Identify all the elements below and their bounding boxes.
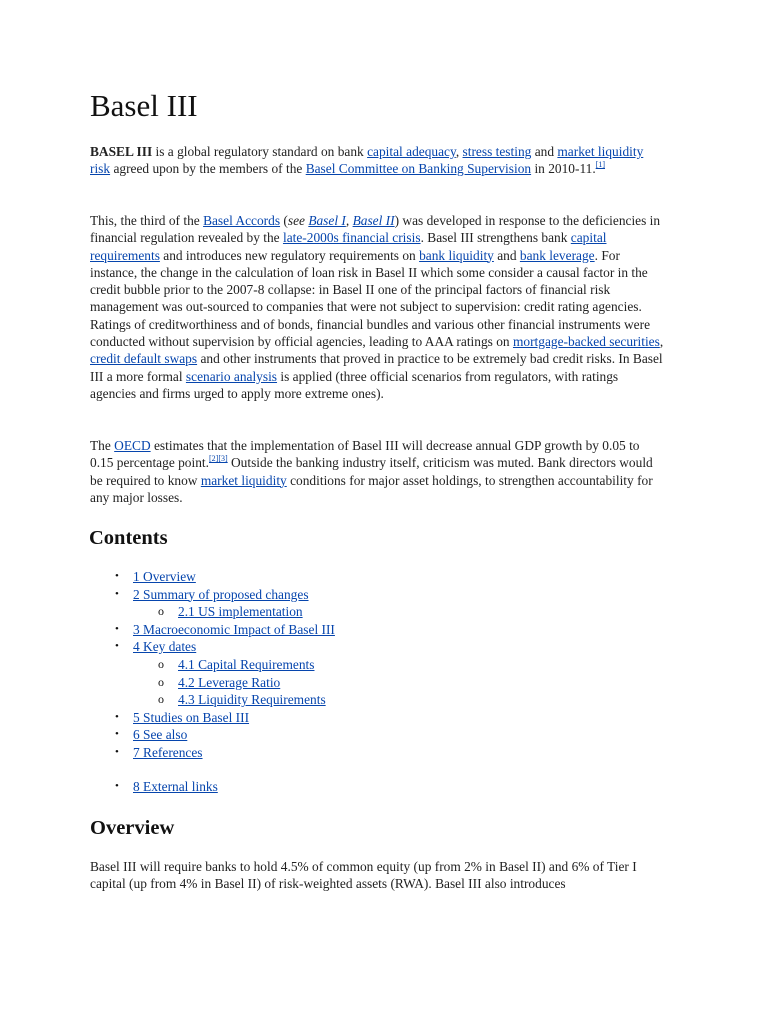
toc-link-see-also[interactable]: 6 See also <box>133 727 188 743</box>
toc-link-external-links[interactable]: 8 External links <box>133 778 218 794</box>
circle-bullet-icon: o <box>158 604 164 619</box>
link-basel-committee[interactable]: Basel Committee on Banking Supervision <box>305 161 532 177</box>
toc-link-liquidity-requirements[interactable]: 4.3 Liquidity Requirements <box>178 692 326 708</box>
link-credit-default-swaps[interactable]: credit default swaps <box>90 351 198 367</box>
history-paragraph <box>90 212 664 402</box>
para-text: is applied (three official scenarios from regulators, with ratings agencies and firms urged to apply more extreme ones). <box>90 368 619 401</box>
bullet-icon: • <box>115 570 119 582</box>
bullet-icon: • <box>115 745 119 758</box>
toc-link-overview[interactable]: 1 Overview <box>133 569 196 584</box>
overview-paragraph: Basel III will require banks to hold 4.5% of common equity (up from 2% in Basel II) and 6% of Tier I capital (up from 4% in Basel II) of risk-weighted assets (RWA). Basel III also introduces <box>90 859 637 892</box>
para-text: and <box>493 247 520 263</box>
bullet-icon: • <box>115 640 119 653</box>
circle-bullet-icon: o <box>158 656 164 671</box>
link-capital-adequacy[interactable]: capital adequacy <box>367 144 456 159</box>
para-text: conditions for major asset holdings, to strengthen accountability for any major losses. <box>90 472 653 505</box>
intro-text: is a global regulatory standard on bank <box>152 144 368 159</box>
link-basel-ii[interactable]: Basel II <box>352 213 395 228</box>
toc-link-studies[interactable]: 5 Studies on Basel III <box>133 709 250 725</box>
para-text: estimates that the implementation of Basel III will decrease annual GDP growth by 0.05 to 0.15 percentage point. <box>90 438 640 471</box>
toc-link-leverage-ratio[interactable]: 4.2 Leverage Ratio <box>178 674 281 690</box>
link-market-liquidity[interactable]: market liquidity <box>557 144 644 159</box>
bullet-icon: • <box>115 622 119 635</box>
link-basel-accords[interactable]: Basel Accords <box>203 213 281 228</box>
para-text: and introduces new regulatory requirements on <box>159 247 420 263</box>
link-stress-testing[interactable]: stress testing <box>462 144 532 159</box>
contents-heading: Contents <box>89 527 168 549</box>
para-text: , <box>345 213 353 228</box>
intro-text: and <box>531 144 558 159</box>
see-text: see <box>287 213 309 228</box>
bullet-icon: • <box>115 779 119 792</box>
reference-2-3[interactable]: [2][3] <box>209 454 228 464</box>
bullet-icon: • <box>115 587 119 600</box>
intro-text: in 2010-11. <box>531 161 596 177</box>
para-text: ( <box>280 213 288 228</box>
circle-bullet-icon: o <box>158 674 164 689</box>
intro-paragraph <box>90 143 664 178</box>
overview-heading: Overview <box>90 817 175 839</box>
oecd-paragraph <box>90 437 664 506</box>
toc-link-key-dates[interactable]: 4 Key dates <box>133 639 197 655</box>
link-oecd[interactable]: OECD <box>114 438 151 453</box>
para-text: The <box>90 438 115 453</box>
circle-bullet-icon: o <box>158 692 164 707</box>
bullet-icon: • <box>115 710 119 723</box>
para-text: This, the third of the <box>90 213 204 228</box>
toc-link-summary[interactable]: 2 Summary of proposed changes <box>133 586 309 602</box>
para-text: . Basel III strengthens bank <box>420 230 571 246</box>
para-text: Outside the banking industry itself, criticism was muted. Bank directors would be required to know <box>90 455 653 488</box>
para-text: . For instance, the change in the calculation of loan risk in Basel II which some consider a causal factor in the credit bubble prior to the 2007-8 collapse: in Basel II one of the principal factors of financial risk management was out-sourced to companies that were not subject to supervision: credit rating agencies. Ratings of creditworthiness and of bonds, financial bundles and various other financial instruments were conducted without supervision by official agencies, leading to AAA ratings on <box>90 247 651 350</box>
toc-link-references[interactable]: 7 References <box>133 744 203 760</box>
intro-text: agreed upon by the members of the <box>110 161 306 177</box>
page-title: Basel III <box>90 88 198 123</box>
link-market-liquidity-2[interactable]: market liquidity <box>200 472 287 488</box>
toc-link-macroeconomic-impact[interactable]: 3 Macroeconomic Impact of Basel III <box>133 621 335 637</box>
toc-link-us-implementation[interactable]: 2.1 US implementation <box>178 604 303 620</box>
link-scenario-analysis[interactable]: scenario analysis <box>185 368 278 384</box>
link-capital-requirements[interactable]: capital requirements <box>90 230 607 263</box>
intro-text: , <box>455 144 463 159</box>
intro-term: BASEL III <box>90 144 153 159</box>
link-financial-crisis[interactable]: late-2000s financial crisis <box>282 230 421 246</box>
reference-1[interactable]: [1] <box>595 160 606 170</box>
link-bank-leverage[interactable]: bank leverage <box>519 247 595 263</box>
link-mortgage-backed-securities[interactable]: mortgage-backed securities <box>512 334 660 350</box>
link-bank-liquidity[interactable]: bank liquidity <box>419 247 494 263</box>
para-text: , <box>659 334 664 350</box>
para-text: and other instruments that proved in practice to be extremely bad credit risks. In Basel III a more formal <box>90 351 663 384</box>
link-risk[interactable]: risk <box>90 161 111 177</box>
bullet-icon: • <box>115 728 119 741</box>
link-basel-i[interactable]: Basel I <box>308 213 346 228</box>
toc-link-capital-requirements[interactable]: 4.1 Capital Requirements <box>178 656 315 672</box>
para-text: ) was developed in response to the deficiencies in financial regulation revealed by the <box>90 213 661 246</box>
